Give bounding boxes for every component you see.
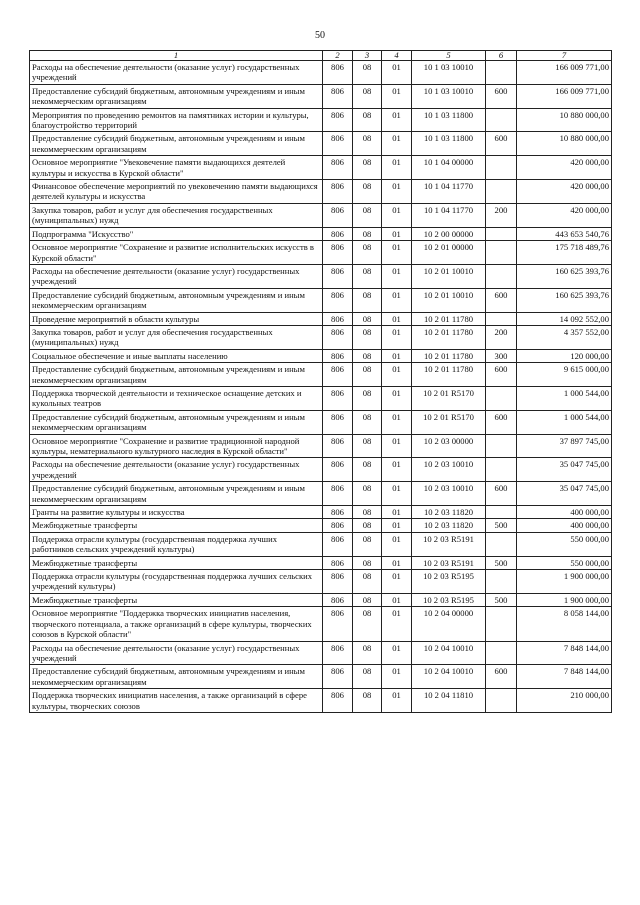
table-row <box>30 556 612 569</box>
row-amount: 1 000 544,00 <box>517 386 612 410</box>
row-expense-type <box>486 386 517 410</box>
row-subsection: 01 <box>382 108 412 132</box>
row-section: 08 <box>353 689 382 713</box>
row-target-code: 10 2 01 10010 <box>412 288 486 312</box>
row-name: Расходы на обеспечение деятельности (оказание услуг) государственных учреждений <box>30 264 323 288</box>
table-row <box>30 363 612 387</box>
row-admin-code: 806 <box>323 434 353 458</box>
row-section: 08 <box>353 180 382 204</box>
table-row <box>30 665 612 689</box>
row-expense-type <box>486 689 517 713</box>
row-admin-code: 806 <box>323 641 353 665</box>
row-expense-type <box>486 434 517 458</box>
row-target-code: 10 2 01 11780 <box>412 363 486 387</box>
row-subsection: 01 <box>382 506 412 519</box>
row-subsection: 01 <box>382 410 412 434</box>
row-name: Межбюджетные трансферты <box>30 519 323 532</box>
row-expense-type: 500 <box>486 593 517 606</box>
row-admin-code: 806 <box>323 410 353 434</box>
row-target-code: 10 2 03 10010 <box>412 482 486 506</box>
row-admin-code: 806 <box>323 180 353 204</box>
row-expense-type <box>486 641 517 665</box>
row-expense-type <box>486 458 517 482</box>
row-admin-code: 806 <box>323 288 353 312</box>
row-subsection: 01 <box>382 325 412 349</box>
header-col-4: 4 <box>382 51 412 61</box>
table-row <box>30 607 612 641</box>
row-section: 08 <box>353 349 382 362</box>
row-admin-code: 806 <box>323 570 353 594</box>
table-header <box>30 51 612 61</box>
row-section: 08 <box>353 363 382 387</box>
row-target-code: 10 1 03 11800 <box>412 132 486 156</box>
row-name: Основное мероприятие "Сохранение и развитие традиционной народной культуры, нематериального культурного наследия в Курской области" <box>30 434 323 458</box>
row-section: 08 <box>353 132 382 156</box>
table-row <box>30 180 612 204</box>
row-section: 08 <box>353 227 382 240</box>
row-name: Поддержка творческих инициатив населения, а также организаций в сфере культуры, творческих союзов <box>30 689 323 713</box>
row-name: Предоставление субсидий бюджетным, автономным учреждениям и иным некоммерческим организациям <box>30 482 323 506</box>
row-target-code: 10 2 01 11780 <box>412 349 486 362</box>
row-expense-type: 600 <box>486 288 517 312</box>
row-name: Предоставление субсидий бюджетным, автономным учреждениям и иным некоммерческим организациям <box>30 84 323 108</box>
row-admin-code: 806 <box>323 506 353 519</box>
row-admin-code: 806 <box>323 264 353 288</box>
row-expense-type: 600 <box>486 132 517 156</box>
row-expense-type <box>486 506 517 519</box>
header-col-1: 1 <box>30 51 323 61</box>
row-amount: 37 897 745,00 <box>517 434 612 458</box>
row-admin-code: 806 <box>323 325 353 349</box>
row-amount: 8 058 144,00 <box>517 607 612 641</box>
row-expense-type <box>486 570 517 594</box>
table-row <box>30 506 612 519</box>
row-subsection: 01 <box>382 570 412 594</box>
row-amount: 1 900 000,00 <box>517 593 612 606</box>
row-subsection: 01 <box>382 180 412 204</box>
row-expense-type <box>486 108 517 132</box>
row-section: 08 <box>353 458 382 482</box>
row-section: 08 <box>353 156 382 180</box>
row-name: Межбюджетные трансферты <box>30 556 323 569</box>
row-target-code: 10 2 04 00000 <box>412 607 486 641</box>
row-section: 08 <box>353 241 382 265</box>
row-subsection: 01 <box>382 386 412 410</box>
row-name: Поддержка отрасли культуры (государственная поддержка лучших сельских учреждений культуры) <box>30 570 323 594</box>
row-admin-code: 806 <box>323 108 353 132</box>
table-row <box>30 410 612 434</box>
table-row <box>30 532 612 556</box>
table-row <box>30 434 612 458</box>
row-expense-type <box>486 312 517 325</box>
row-section: 08 <box>353 264 382 288</box>
row-name: Межбюджетные трансферты <box>30 593 323 606</box>
row-subsection: 01 <box>382 264 412 288</box>
row-name: Гранты на развитие культуры и искусства <box>30 506 323 519</box>
row-expense-type: 500 <box>486 519 517 532</box>
row-subsection: 01 <box>382 482 412 506</box>
row-name: Предоставление субсидий бюджетным, автономным учреждениям и иным некоммерческим организациям <box>30 410 323 434</box>
row-subsection: 01 <box>382 607 412 641</box>
row-name: Проведение мероприятий в области культуры <box>30 312 323 325</box>
row-target-code: 10 2 03 10010 <box>412 458 486 482</box>
row-subsection: 01 <box>382 519 412 532</box>
row-expense-type: 600 <box>486 482 517 506</box>
row-section: 08 <box>353 641 382 665</box>
table-row <box>30 325 612 349</box>
row-target-code: 10 2 00 00000 <box>412 227 486 240</box>
table-row <box>30 61 612 85</box>
row-target-code: 10 1 04 11770 <box>412 180 486 204</box>
row-name: Расходы на обеспечение деятельности (оказание услуг) государственных учреждений <box>30 641 323 665</box>
row-target-code: 10 1 03 11800 <box>412 108 486 132</box>
row-amount: 14 092 552,00 <box>517 312 612 325</box>
row-section: 08 <box>353 386 382 410</box>
row-subsection: 01 <box>382 434 412 458</box>
row-amount: 120 000,00 <box>517 349 612 362</box>
row-target-code: 10 2 04 10010 <box>412 641 486 665</box>
table-row <box>30 349 612 362</box>
header-row <box>30 51 612 61</box>
row-amount: 210 000,00 <box>517 689 612 713</box>
row-target-code: 10 2 04 10010 <box>412 665 486 689</box>
row-amount: 166 009 771,00 <box>517 61 612 85</box>
row-name: Предоставление субсидий бюджетным, автономным учреждениям и иным некоммерческим организациям <box>30 288 323 312</box>
row-admin-code: 806 <box>323 227 353 240</box>
row-name: Основное мероприятие "Поддержка творческих инициатив населения, творческого потенциала, а также организаций в сфере культуры, творческих союзов в Курской области" <box>30 607 323 641</box>
row-name: Расходы на обеспечение деятельности (оказание услуг) государственных учреждений <box>30 61 323 85</box>
row-expense-type <box>486 61 517 85</box>
table-row <box>30 203 612 227</box>
row-subsection: 01 <box>382 349 412 362</box>
row-target-code: 10 2 04 11810 <box>412 689 486 713</box>
page-number: 50 <box>315 30 325 41</box>
table-row <box>30 156 612 180</box>
row-section: 08 <box>353 519 382 532</box>
row-subsection: 01 <box>382 84 412 108</box>
header-col-3: 3 <box>353 51 382 61</box>
table-row <box>30 241 612 265</box>
row-section: 08 <box>353 607 382 641</box>
row-target-code: 10 2 01 R5170 <box>412 386 486 410</box>
row-name: Основное мероприятие "Сохранение и развитие исполнительских искусств в Курской области" <box>30 241 323 265</box>
row-amount: 9 615 000,00 <box>517 363 612 387</box>
row-name: Закупка товаров, работ и услуг для обеспечения государственных (муниципальных) нужд <box>30 203 323 227</box>
row-amount: 1 900 000,00 <box>517 570 612 594</box>
row-expense-type: 600 <box>486 84 517 108</box>
row-amount: 10 880 000,00 <box>517 108 612 132</box>
row-name: Подпрограмма "Искусство" <box>30 227 323 240</box>
row-admin-code: 806 <box>323 665 353 689</box>
row-amount: 166 009 771,00 <box>517 84 612 108</box>
row-admin-code: 806 <box>323 556 353 569</box>
row-expense-type: 600 <box>486 410 517 434</box>
row-subsection: 01 <box>382 241 412 265</box>
header-col-5: 5 <box>412 51 486 61</box>
table-row <box>30 264 612 288</box>
row-section: 08 <box>353 570 382 594</box>
row-expense-type <box>486 264 517 288</box>
row-section: 08 <box>353 288 382 312</box>
row-name: Поддержка творческой деятельности и техническое оснащение детских и кукольных театров <box>30 386 323 410</box>
row-target-code: 10 2 01 00000 <box>412 241 486 265</box>
budget-table <box>29 50 612 713</box>
row-expense-type: 200 <box>486 203 517 227</box>
row-admin-code: 806 <box>323 607 353 641</box>
table-row <box>30 84 612 108</box>
table-row <box>30 108 612 132</box>
row-admin-code: 806 <box>323 349 353 362</box>
row-section: 08 <box>353 203 382 227</box>
row-section: 08 <box>353 556 382 569</box>
row-expense-type <box>486 180 517 204</box>
row-subsection: 01 <box>382 593 412 606</box>
row-subsection: 01 <box>382 363 412 387</box>
row-target-code: 10 2 01 11780 <box>412 312 486 325</box>
table-row <box>30 458 612 482</box>
row-admin-code: 806 <box>323 458 353 482</box>
row-admin-code: 806 <box>323 84 353 108</box>
row-subsection: 01 <box>382 227 412 240</box>
row-amount: 400 000,00 <box>517 506 612 519</box>
row-target-code: 10 1 03 10010 <box>412 61 486 85</box>
row-name: Предоставление субсидий бюджетным, автономным учреждениям и иным некоммерческим организациям <box>30 132 323 156</box>
row-amount: 550 000,00 <box>517 556 612 569</box>
row-amount: 35 047 745,00 <box>517 458 612 482</box>
row-admin-code: 806 <box>323 312 353 325</box>
row-admin-code: 806 <box>323 519 353 532</box>
row-section: 08 <box>353 532 382 556</box>
row-admin-code: 806 <box>323 363 353 387</box>
row-subsection: 01 <box>382 203 412 227</box>
row-target-code: 10 2 03 R5195 <box>412 570 486 594</box>
row-admin-code: 806 <box>323 156 353 180</box>
row-subsection: 01 <box>382 641 412 665</box>
row-admin-code: 806 <box>323 203 353 227</box>
header-col-6: 6 <box>486 51 517 61</box>
table-row <box>30 482 612 506</box>
row-section: 08 <box>353 325 382 349</box>
row-expense-type: 200 <box>486 325 517 349</box>
row-target-code: 10 2 03 11820 <box>412 506 486 519</box>
table-row <box>30 386 612 410</box>
row-amount: 175 718 489,76 <box>517 241 612 265</box>
row-amount: 1 000 544,00 <box>517 410 612 434</box>
row-name: Закупка товаров, работ и услуг для обеспечения государственных (муниципальных) нужд <box>30 325 323 349</box>
table-row <box>30 570 612 594</box>
row-amount: 35 047 745,00 <box>517 482 612 506</box>
row-name: Основное мероприятие "Увековечение памяти выдающихся деятелей культуры и искусства в Курской области" <box>30 156 323 180</box>
row-target-code: 10 2 03 R5191 <box>412 532 486 556</box>
row-amount: 160 625 393,76 <box>517 264 612 288</box>
row-section: 08 <box>353 506 382 519</box>
row-target-code: 10 2 01 R5170 <box>412 410 486 434</box>
row-subsection: 01 <box>382 61 412 85</box>
row-subsection: 01 <box>382 312 412 325</box>
row-section: 08 <box>353 665 382 689</box>
row-expense-type: 500 <box>486 556 517 569</box>
row-expense-type: 600 <box>486 665 517 689</box>
row-amount: 4 357 552,00 <box>517 325 612 349</box>
row-amount: 10 880 000,00 <box>517 132 612 156</box>
row-target-code: 10 1 04 11770 <box>412 203 486 227</box>
table-row <box>30 312 612 325</box>
row-target-code: 10 1 04 00000 <box>412 156 486 180</box>
row-section: 08 <box>353 410 382 434</box>
row-admin-code: 806 <box>323 689 353 713</box>
row-amount: 400 000,00 <box>517 519 612 532</box>
row-subsection: 01 <box>382 556 412 569</box>
row-name: Расходы на обеспечение деятельности (оказание услуг) государственных учреждений <box>30 458 323 482</box>
row-expense-type: 600 <box>486 363 517 387</box>
row-target-code: 10 2 01 10010 <box>412 264 486 288</box>
row-name: Предоставление субсидий бюджетным, автономным учреждениям и иным некоммерческим организациям <box>30 363 323 387</box>
row-admin-code: 806 <box>323 241 353 265</box>
row-target-code: 10 1 03 10010 <box>412 84 486 108</box>
row-expense-type <box>486 227 517 240</box>
row-section: 08 <box>353 108 382 132</box>
row-subsection: 01 <box>382 458 412 482</box>
row-section: 08 <box>353 593 382 606</box>
row-amount: 420 000,00 <box>517 203 612 227</box>
row-subsection: 01 <box>382 288 412 312</box>
row-target-code: 10 2 03 11820 <box>412 519 486 532</box>
row-expense-type <box>486 156 517 180</box>
table-body <box>30 61 612 713</box>
row-section: 08 <box>353 84 382 108</box>
row-amount: 7 848 144,00 <box>517 641 612 665</box>
row-subsection: 01 <box>382 532 412 556</box>
row-target-code: 10 2 03 R5195 <box>412 593 486 606</box>
row-expense-type <box>486 241 517 265</box>
row-admin-code: 806 <box>323 532 353 556</box>
row-section: 08 <box>353 312 382 325</box>
row-target-code: 10 2 03 R5191 <box>412 556 486 569</box>
row-expense-type: 300 <box>486 349 517 362</box>
table-row <box>30 689 612 713</box>
table-row <box>30 519 612 532</box>
row-subsection: 01 <box>382 156 412 180</box>
row-admin-code: 806 <box>323 386 353 410</box>
row-section: 08 <box>353 61 382 85</box>
row-subsection: 01 <box>382 665 412 689</box>
table-row <box>30 288 612 312</box>
table-row <box>30 132 612 156</box>
row-name: Финансовое обеспечение мероприятий по увековечению памяти выдающихся деятелей культуры и искусства <box>30 180 323 204</box>
header-col-7: 7 <box>517 51 612 61</box>
header-col-2: 2 <box>323 51 353 61</box>
row-amount: 160 625 393,76 <box>517 288 612 312</box>
row-admin-code: 806 <box>323 593 353 606</box>
table-row <box>30 227 612 240</box>
row-amount: 550 000,00 <box>517 532 612 556</box>
row-amount: 7 848 144,00 <box>517 665 612 689</box>
row-subsection: 01 <box>382 132 412 156</box>
row-name: Поддержка отрасли культуры (государственная поддержка лучших работников сельских учреждений культуры) <box>30 532 323 556</box>
row-admin-code: 806 <box>323 61 353 85</box>
row-name: Мероприятия по проведению ремонтов на памятниках истории и культуры, благоустройство территорий <box>30 108 323 132</box>
row-section: 08 <box>353 482 382 506</box>
row-name: Социальное обеспечение и иные выплаты населению <box>30 349 323 362</box>
row-target-code: 10 2 01 11780 <box>412 325 486 349</box>
row-subsection: 01 <box>382 689 412 713</box>
row-admin-code: 806 <box>323 482 353 506</box>
row-expense-type <box>486 607 517 641</box>
row-amount: 420 000,00 <box>517 180 612 204</box>
table-row <box>30 641 612 665</box>
row-expense-type <box>486 532 517 556</box>
row-amount: 420 000,00 <box>517 156 612 180</box>
table-row <box>30 593 612 606</box>
row-amount: 443 653 540,76 <box>517 227 612 240</box>
row-name: Предоставление субсидий бюджетным, автономным учреждениям и иным некоммерческим организациям <box>30 665 323 689</box>
row-target-code: 10 2 03 00000 <box>412 434 486 458</box>
row-admin-code: 806 <box>323 132 353 156</box>
row-section: 08 <box>353 434 382 458</box>
